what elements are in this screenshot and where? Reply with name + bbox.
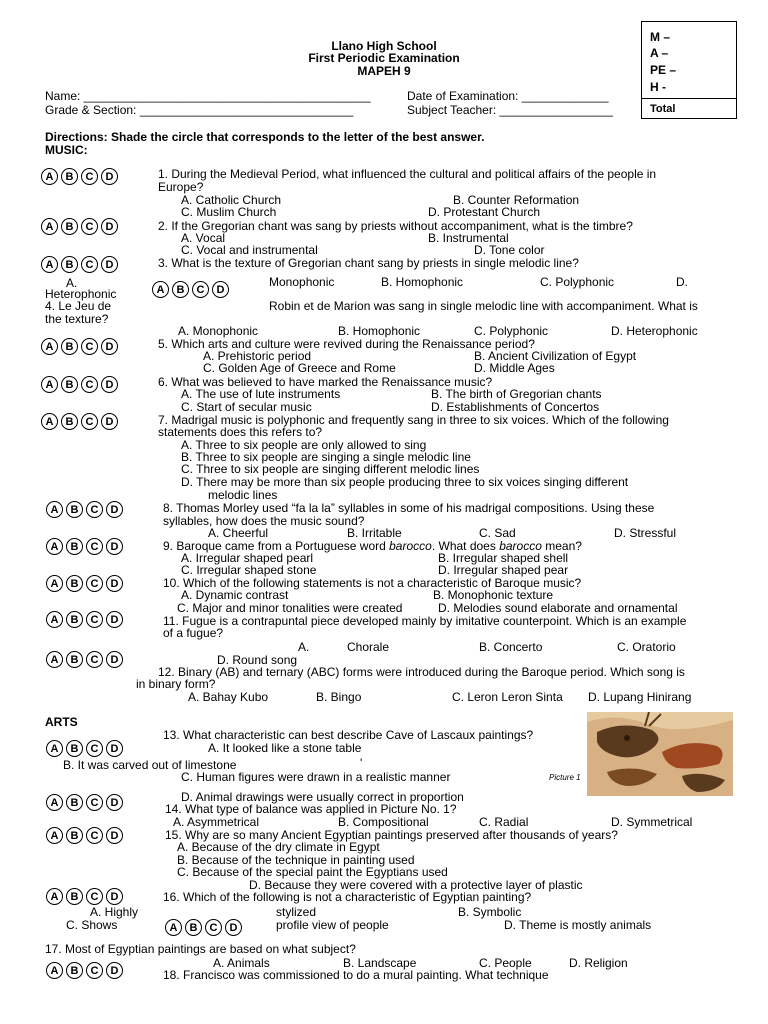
answer-bubbles-q5[interactable]: [41, 338, 118, 356]
answer-bubble-c[interactable]: C: [86, 794, 103, 811]
answer-bubbles-q1[interactable]: [41, 168, 118, 186]
q9-option-b: B. Irregular shaped shell: [438, 551, 569, 565]
answer-bubble-d[interactable]: D: [106, 827, 123, 844]
q8-option-a: A. Cheerful: [208, 526, 269, 540]
q12-option-a: A. Bahay Kubo: [188, 690, 269, 704]
q15-option-a: A. Because of the dry climate in Egypt: [177, 840, 380, 854]
q11-option-a-text: Chorale: [347, 640, 390, 654]
q15-option-c: C. Because of the special paint the Egyptians used: [177, 865, 448, 879]
q9-option-a: A. Irregular shaped pearl: [181, 551, 314, 565]
answer-bubble-d[interactable]: D: [106, 740, 123, 757]
q3-option-d: D.: [676, 275, 688, 289]
answer-bubble-d[interactable]: D: [101, 168, 118, 185]
question-9: 9. Baroque came from a Portuguese word barocco. What does barocco mean?: [163, 539, 582, 553]
q16-option-b: B. Symbolic: [458, 905, 522, 919]
q1-option-d: D. Protestant Church: [428, 205, 541, 219]
q12-option-b: B. Bingo: [316, 690, 362, 704]
music-section-label: MUSIC:: [45, 143, 88, 157]
answer-bubble-b[interactable]: B: [185, 919, 202, 936]
answer-bubble-a[interactable]: A: [165, 919, 182, 936]
score-health: H -: [650, 80, 666, 94]
answer-bubble-b[interactable]: B: [61, 256, 78, 273]
q8-option-b: B. Irritable: [347, 526, 402, 540]
question-1-cont: Europe?: [158, 180, 204, 194]
answer-bubble-d[interactable]: D: [106, 962, 123, 979]
q15-option-b: B. Because of the technique in painting used: [177, 853, 415, 867]
grade-section-field[interactable]: Grade & Section: ________________________________: [45, 103, 354, 117]
answer-bubble-b[interactable]: B: [61, 168, 78, 185]
answer-bubbles-q15[interactable]: [46, 827, 123, 845]
answer-bubble-a[interactable]: A: [46, 575, 63, 592]
q8-option-c: C. Sad: [479, 526, 516, 540]
answer-bubbles-q7[interactable]: [41, 413, 118, 431]
answer-bubble-a[interactable]: A: [46, 611, 63, 628]
q1-option-c: C. Muslim Church: [181, 205, 277, 219]
question-13: 13. What characteristic can best describe Cave of Lascaux paintings?: [163, 728, 534, 742]
answer-bubble-a[interactable]: A: [46, 501, 63, 518]
answer-bubbles-q4[interactable]: [152, 281, 229, 299]
question-8-cont: syllables, how does the music sound?: [163, 514, 365, 528]
answer-bubble-a[interactable]: A: [46, 827, 63, 844]
question-8: 8. Thomas Morley used “fa la la” syllables in some of his madrigal compositions. Using these: [163, 501, 655, 515]
q11-option-c: C. Oratorio: [617, 640, 676, 654]
question-15: 15. Why are so many Ancient Egyptian paintings preserved after thousands of years?: [165, 828, 618, 842]
answer-bubbles-q2[interactable]: [41, 218, 118, 236]
q14-option-b: B. Compositional: [338, 815, 429, 829]
answer-bubble-c[interactable]: C: [81, 413, 98, 430]
question-17: 17. Most of Egyptian paintings are based on what subject?: [45, 942, 356, 956]
q11-option-b: B. Concerto: [479, 640, 543, 654]
question-16: 16. Which of the following is not a characteristic of Egyptian painting?: [163, 890, 532, 904]
q11-option-d: D. Round song: [217, 653, 298, 667]
answer-bubble-a[interactable]: A: [46, 888, 63, 905]
question-2: 2. If the Gregorian chant was sang by priests without accompaniment, what is the timbre?: [158, 219, 633, 233]
question-5: 5. Which arts and culture were revived during the Renaissance period?: [158, 337, 535, 351]
q4-option-a: A. Monophonic: [178, 324, 259, 338]
answer-bubble-b[interactable]: B: [61, 218, 78, 235]
answer-bubble-c[interactable]: C: [81, 256, 98, 273]
answer-bubbles-q6[interactable]: [41, 376, 118, 394]
answer-bubble-c[interactable]: C: [86, 501, 103, 518]
answer-bubbles-q3[interactable]: [41, 256, 118, 274]
question-4-cont: Robin et de Marion was sang in single melodic line with accompaniment. What is: [269, 299, 698, 313]
answer-bubble-b[interactable]: B: [66, 538, 83, 555]
school-name: Llano High School: [331, 39, 437, 53]
q5-option-a: A. Prehistoric period: [203, 349, 312, 363]
q16-option-d: D. Theme is mostly animals: [504, 918, 652, 932]
answer-bubbles-q17a[interactable]: [165, 919, 242, 937]
answer-bubble-c[interactable]: C: [86, 827, 103, 844]
answer-bubble-b[interactable]: B: [61, 376, 78, 393]
stray-mark: ': [360, 756, 363, 770]
q17-option-a: A. Animals: [213, 956, 270, 970]
score-divider: [642, 98, 736, 99]
q16-option-c: C. Shows: [66, 918, 118, 932]
answer-bubble-c[interactable]: C: [81, 338, 98, 355]
q12-option-d: D. Lupang Hinirang: [588, 690, 692, 704]
answer-bubble-a[interactable]: A: [41, 413, 58, 430]
answer-bubble-b[interactable]: B: [66, 827, 83, 844]
cave-painting-image: [587, 712, 733, 796]
answer-bubble-c[interactable]: C: [86, 611, 103, 628]
q7-option-b: B. Three to six people are singing a single melodic line: [181, 450, 471, 464]
answer-bubble-d[interactable]: D: [106, 501, 123, 518]
q7-option-c: C. Three to six people are singing different melodic lines: [181, 462, 480, 476]
answer-bubble-b[interactable]: B: [66, 740, 83, 757]
answer-bubble-c[interactable]: C: [86, 651, 103, 668]
answer-bubble-d[interactable]: D: [106, 538, 123, 555]
answer-bubble-a[interactable]: A: [46, 962, 63, 979]
q16-option-c-text: profile view of people: [276, 918, 389, 932]
answer-bubble-a[interactable]: A: [46, 538, 63, 555]
q10-option-b: B. Monophonic texture: [433, 588, 554, 602]
answer-bubbles-q11[interactable]: [46, 611, 123, 629]
q3-option-a-text: Monophonic: [269, 275, 335, 289]
q15-option-d: D. Because they were covered with a protective layer of plastic: [249, 878, 583, 892]
answer-bubble-a[interactable]: A: [41, 168, 58, 185]
question-1: 1. During the Medieval Period, what influenced the cultural and political affairs of the people in: [158, 167, 657, 181]
score-music: M –: [650, 30, 671, 44]
q7-option-a: A. Three to six people are only allowed to sing: [181, 438, 427, 452]
q13-option-d: D. Animal drawings were usually correct in proportion: [181, 790, 464, 804]
exam-subject: MAPEH 9: [357, 64, 411, 78]
q13-option-b: B. It was carved out of limestone: [63, 758, 237, 772]
q6-option-c: C. Start of secular music: [181, 400, 312, 414]
question-4-cont2: the texture?: [45, 312, 109, 326]
q5-option-d: D. Middle Ages: [474, 361, 555, 375]
q14-option-d: D. Symmetrical: [611, 815, 693, 829]
picture-caption: Picture 1: [549, 773, 581, 782]
answer-bubble-d[interactable]: D: [212, 281, 229, 298]
q12-option-c: C. Leron Leron Sinta: [452, 690, 563, 704]
q5-option-b: B. Ancient Civilization of Egypt: [474, 349, 637, 363]
q4-option-c: C. Polyphonic: [474, 324, 549, 338]
q10-option-d: D. Melodies sound elaborate and ornamental: [438, 601, 678, 615]
exam-date-field[interactable]: Date of Examination: _____________: [407, 89, 609, 103]
q9-option-c: C. Irregular shaped stone: [181, 563, 317, 577]
answer-bubbles-q8[interactable]: [46, 501, 123, 519]
answer-bubble-c[interactable]: C: [81, 218, 98, 235]
question-7: 7. Madrigal music is polyphonic and frequently sang in three to six voices. Which of the following: [158, 413, 669, 427]
answer-bubbles-q14[interactable]: [46, 794, 123, 812]
q3-option-d-text: Heterophonic: [45, 287, 117, 301]
answer-bubble-a[interactable]: A: [46, 794, 63, 811]
q10-option-c: C. Major and minor tonalities were created: [177, 601, 403, 615]
question-18: 18. Francisco was commissioned to do a mural painting. What technique: [163, 968, 549, 982]
q2-option-a: A. Vocal: [181, 231, 226, 245]
q3-option-c: C. Polyphonic: [540, 275, 615, 289]
answer-bubble-c[interactable]: C: [86, 740, 103, 757]
answer-bubble-d[interactable]: D: [106, 611, 123, 628]
q6-option-d: D. Establishments of Concertos: [431, 400, 600, 414]
answer-bubble-a[interactable]: A: [152, 281, 169, 298]
q17-option-d: D. Religion: [569, 956, 628, 970]
question-4: 4. Le Jeu de: [45, 299, 112, 313]
answer-bubble-d[interactable]: D: [101, 376, 118, 393]
answer-bubble-b[interactable]: B: [61, 413, 78, 430]
answer-bubble-b[interactable]: B: [66, 611, 83, 628]
q16-option-a-text: stylized: [276, 905, 317, 919]
question-14: 14. What type of balance was applied in Picture No. 1?: [165, 802, 457, 816]
answer-bubble-a[interactable]: A: [46, 651, 63, 668]
answer-bubble-d[interactable]: D: [106, 575, 123, 592]
q2-option-c: C. Vocal and instrumental: [181, 243, 318, 257]
question-3: 3. What is the texture of Gregorian chant sang by priests in single melodic line?: [158, 256, 579, 270]
q13-option-a: A. It looked like a stone table: [208, 741, 362, 755]
answer-bubble-b[interactable]: B: [66, 888, 83, 905]
q7-option-d: D. There may be more than six people producing three to six voices singing different: [181, 475, 629, 489]
answer-bubble-c[interactable]: C: [81, 376, 98, 393]
q1-option-a: A. Catholic Church: [181, 193, 282, 207]
q10-option-a: A. Dynamic contrast: [181, 588, 289, 602]
q2-option-b: B. Instrumental: [428, 231, 509, 245]
question-12-cont: in binary form?: [136, 677, 216, 691]
question-6: 6. What was believed to have marked the Renaissance music?: [158, 375, 493, 389]
answer-bubble-d[interactable]: D: [225, 919, 242, 936]
q3-option-a: A.: [66, 276, 78, 290]
bull-eye: [624, 735, 630, 741]
question-10: 10. Which of the following statements is not a characteristic of Baroque music?: [163, 576, 582, 590]
q5-option-c: C. Golden Age of Greece and Rome: [203, 361, 396, 375]
q3-option-b: B. Homophonic: [381, 275, 464, 289]
q7-option-d-cont: melodic lines: [208, 488, 278, 502]
subject-teacher-field[interactable]: Subject Teacher: _________________: [407, 103, 613, 117]
answer-bubbles-q16[interactable]: [46, 888, 123, 906]
answer-bubble-a[interactable]: A: [41, 218, 58, 235]
answer-bubble-d[interactable]: D: [101, 218, 118, 235]
q4-option-b: B. Homophonic: [338, 324, 421, 338]
q2-option-d: D. Tone color: [474, 243, 545, 257]
name-field[interactable]: Name: ___________________________________________: [45, 89, 371, 103]
cave-painting-svg: [587, 712, 733, 796]
answer-bubbles-q9[interactable]: [46, 538, 123, 556]
q4-option-d: D. Heterophonic: [611, 324, 698, 338]
q11-option-a: A.: [298, 640, 310, 654]
question-7-cont: statements does this refers to?: [158, 425, 323, 439]
directions: Directions: Shade the circle that corresponds to the letter of the best answer.: [45, 130, 485, 144]
answer-bubbles-q13[interactable]: [46, 740, 123, 758]
question-12: 12. Binary (AB) and ternary (ABC) forms were introduced during the Baroque period. Which song is: [158, 665, 685, 679]
answer-bubble-b[interactable]: B: [61, 338, 78, 355]
answer-bubble-b[interactable]: B: [66, 962, 83, 979]
q6-option-a: A. The use of lute instruments: [181, 387, 341, 401]
score-total: Total: [650, 103, 676, 115]
q6-option-b: B. The birth of Gregorian chants: [431, 387, 602, 401]
answer-bubble-d[interactable]: D: [101, 338, 118, 355]
answer-bubble-d[interactable]: D: [106, 794, 123, 811]
answer-bubble-a[interactable]: A: [41, 376, 58, 393]
answer-bubble-b[interactable]: B: [66, 501, 83, 518]
answer-bubble-c[interactable]: C: [81, 168, 98, 185]
q16-option-a: A. Highly: [90, 905, 139, 919]
q17-option-b: B. Landscape: [343, 956, 417, 970]
answer-bubble-a[interactable]: A: [41, 338, 58, 355]
answer-bubble-b[interactable]: B: [66, 575, 83, 592]
answer-bubble-d[interactable]: D: [106, 888, 123, 905]
answer-bubble-a[interactable]: A: [41, 256, 58, 273]
score-arts: A –: [650, 46, 669, 60]
answer-bubbles-q10[interactable]: [46, 575, 123, 593]
answer-bubble-d[interactable]: D: [106, 651, 123, 668]
q13-option-c: C. Human figures were drawn in a realistic manner: [181, 770, 451, 784]
answer-bubble-b[interactable]: B: [66, 794, 83, 811]
question-11: 11. Fugue is a contrapuntal piece developed mainly by imitative counterpoint. Which is an example: [163, 614, 687, 628]
answer-bubble-c[interactable]: C: [192, 281, 209, 298]
answer-bubble-d[interactable]: D: [101, 256, 118, 273]
answer-bubble-c[interactable]: C: [86, 575, 103, 592]
answer-bubble-b[interactable]: B: [172, 281, 189, 298]
answer-bubble-c[interactable]: C: [86, 962, 103, 979]
q14-option-c: C. Radial: [479, 815, 529, 829]
answer-bubbles-q18[interactable]: [46, 962, 123, 980]
q9-option-d: D. Irregular shaped pear: [438, 563, 569, 577]
answer-bubble-c[interactable]: C: [205, 919, 222, 936]
answer-bubbles-q12[interactable]: [46, 651, 123, 669]
q17-option-c: C. People: [479, 956, 532, 970]
answer-bubble-c[interactable]: C: [86, 888, 103, 905]
answer-bubble-c[interactable]: C: [86, 538, 103, 555]
answer-bubble-b[interactable]: B: [66, 651, 83, 668]
exam-title: First Periodic Examination: [308, 51, 460, 65]
question-11-cont: of a fugue?: [163, 626, 224, 640]
answer-bubble-a[interactable]: A: [46, 740, 63, 757]
q1-option-b: B. Counter Reformation: [453, 193, 580, 207]
score-pe: PE –: [650, 63, 677, 77]
arts-section-label: ARTS: [45, 715, 78, 729]
score-box: [641, 21, 737, 119]
q8-option-d: D. Stressful: [614, 526, 677, 540]
answer-bubble-d[interactable]: D: [101, 413, 118, 430]
q14-option-a: A. Asymmetrical: [173, 815, 260, 829]
